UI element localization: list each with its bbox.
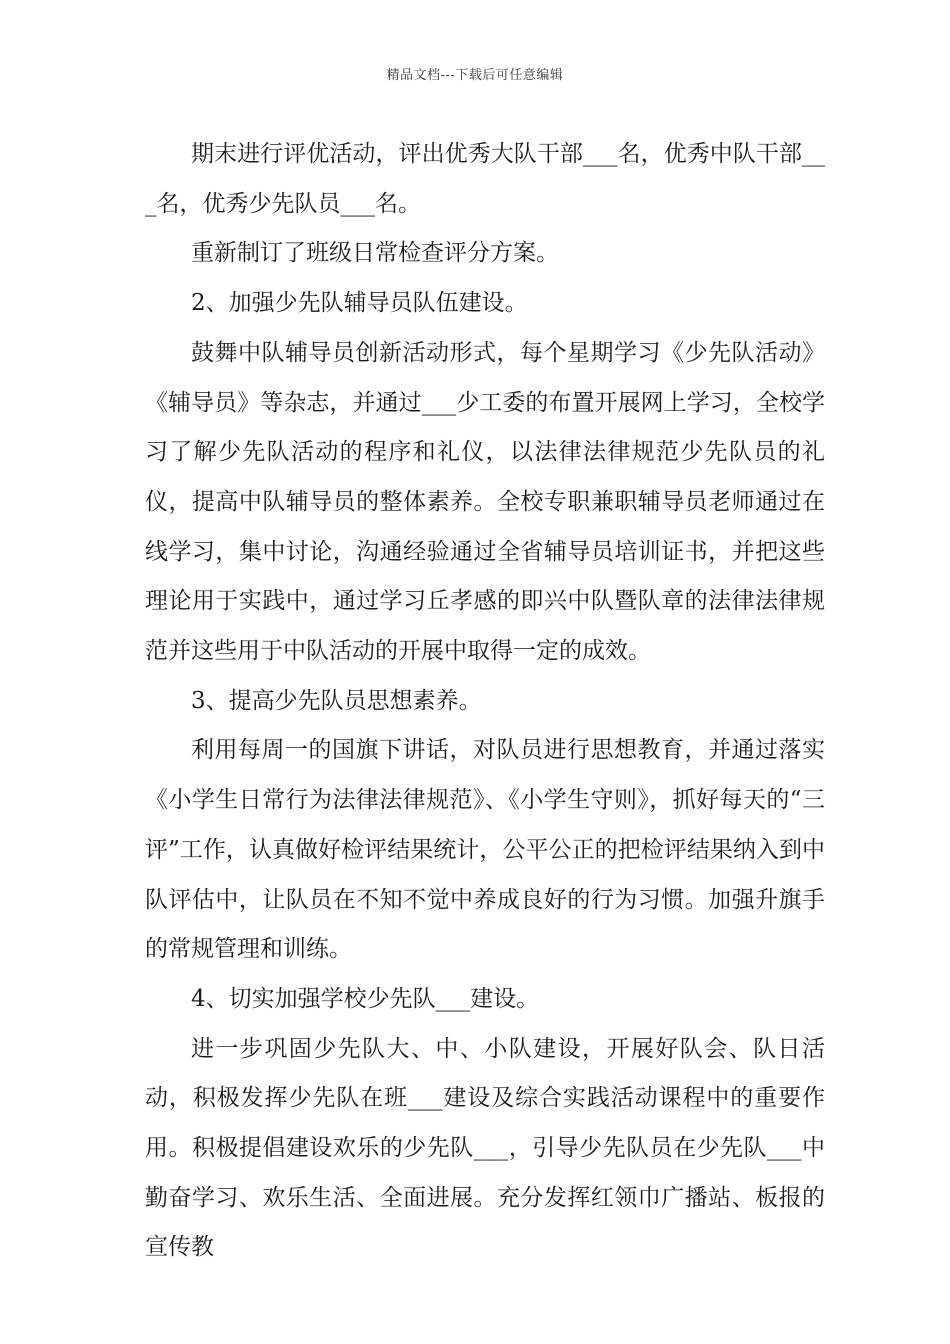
section-heading-3: 3、提高少先队员思想素养。 [191, 687, 482, 714]
section-heading-4: 4、切实加强学校少先队___建设。 [191, 985, 540, 1012]
paragraph-scoring-plan: 重新制订了班级日常检查评分方案。 [191, 240, 559, 267]
paragraph-awards: 期末进行评优活动，评出优秀大队干部___名，优秀中队干部___名，优秀少先队员___名。 [145, 141, 825, 217]
paragraph-organization-building: 进一步巩固少先队大、中、小队建设，开展好队会、队日活动，积极发挥少先队在班___建设及综合实践活动课程中的重要作用。积极提倡建设欢乐的少先队___，引导少先队员在少先队___中勤奋学习、欢乐生活、全面进展。充分发挥红领巾广播站、板报的宣传教 [145, 1035, 825, 1261]
paragraph-ideological-education: 利用每周一的国旗下讲话，对队员进行思想教育，并通过落实《小学生日常行为法律法律规范》、《小学生守则》，抓好每天的“三评”工作，认真做好检评结果统计，公平公正的把检评结果纳入到中队评估中，让队员在不知不觉中养成良好的行为习惯。加强升旗手的常规管理和训练。 [145, 737, 825, 963]
section-heading-2: 2、加强少先队辅导员队伍建设。 [191, 290, 528, 317]
document-body [145, 130, 825, 1273]
paragraph-counselor-training: 鼓舞中队辅导员创新活动形式，每个星期学习《少先队活动》《辅导员》等杂志，并通过___少工委的布置开展网上学习，全校学习了解少先队活动的程序和礼仪，以法律法律规范少先队员的礼仪，提高中队辅导员的整体素养。全校专职兼职辅导员老师通过在线学习，集中讨论，沟通经验通过全省辅导员培训证书，并把这些理论用于实践中，通过学习丘孝感的即兴中队暨队章的法律法律规范并这些用于中队活动的开展中取得一定的成效。 [145, 339, 825, 665]
page-header: 精品文档---下载后可任意编辑 [386, 68, 564, 83]
